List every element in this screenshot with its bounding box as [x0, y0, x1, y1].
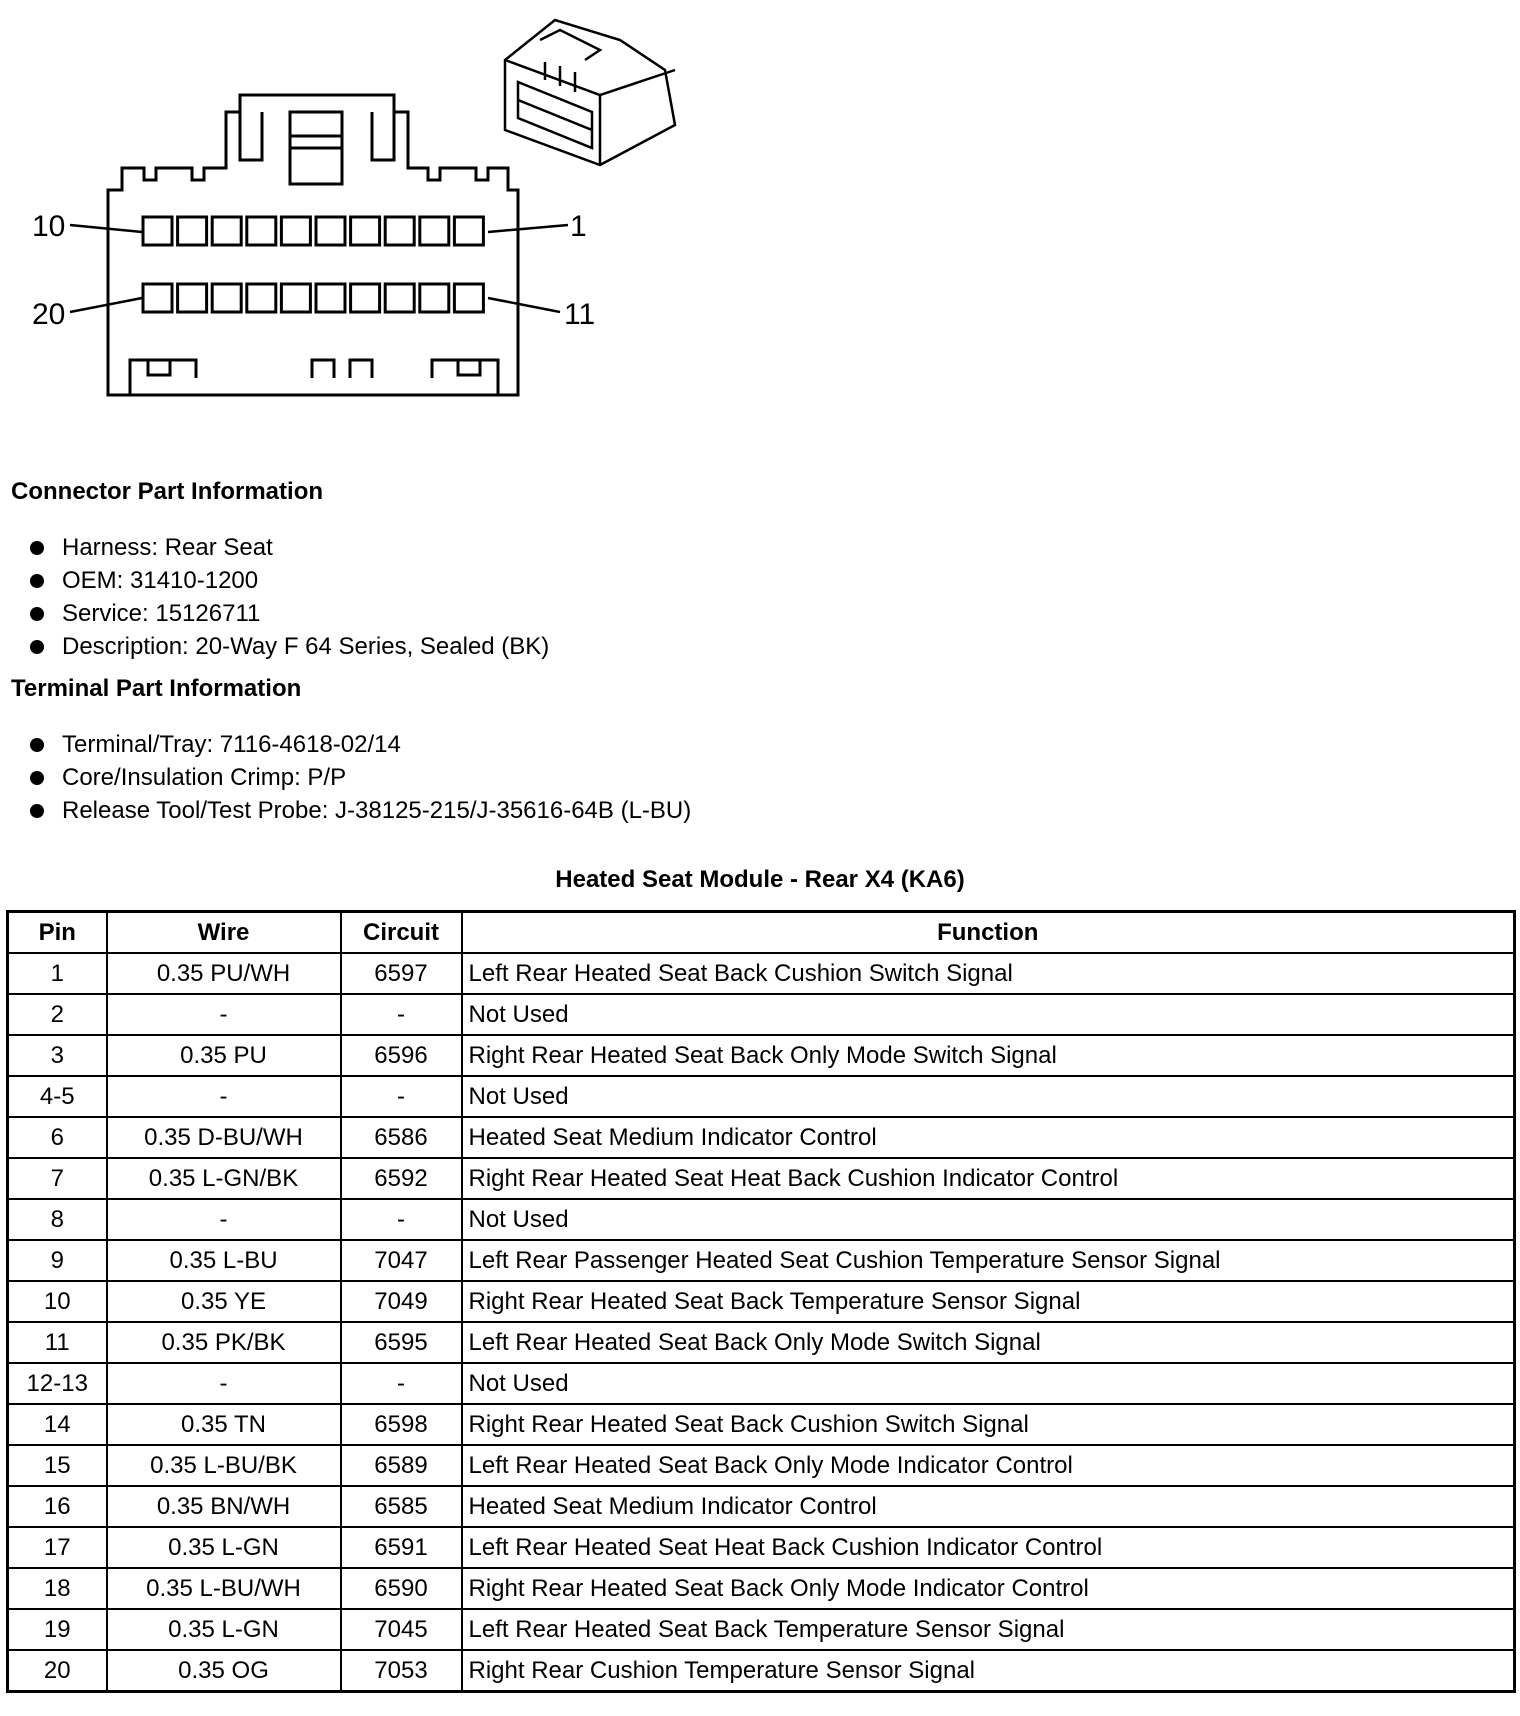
list-item: Terminal/Tray: 7116-4618-02/14: [30, 728, 691, 761]
pin-cell: 3: [8, 1035, 107, 1076]
pin-cavity: [212, 284, 241, 312]
column-header-pin: Pin: [8, 912, 107, 954]
pin-cavity: [351, 217, 380, 245]
function-cell: Left Rear Heated Seat Back Cushion Switch Signal: [462, 953, 1515, 994]
pin-table: [6, 910, 1516, 1693]
pin-cavity: [385, 284, 414, 312]
pin-cell: 6: [8, 1117, 107, 1158]
pin-cell: 10: [8, 1281, 107, 1322]
pin-cavity: [454, 217, 483, 245]
wire-cell: 0.35 L-GN: [107, 1527, 341, 1568]
terminal-part-info-heading: Terminal Part Information: [11, 675, 302, 702]
wire-cell: 0.35 TN: [107, 1404, 341, 1445]
list-item: Harness: Rear Seat: [30, 531, 549, 564]
pin-cell: 7: [8, 1158, 107, 1199]
table-row: [8, 1609, 1515, 1650]
table-row: [8, 994, 1515, 1035]
pin-cell: 15: [8, 1445, 107, 1486]
column-header-wire: Wire: [107, 912, 341, 954]
table-row: [8, 1158, 1515, 1199]
connector-part-info-list: [30, 531, 549, 663]
list-item: Service: 15126711: [30, 597, 549, 630]
circuit-cell: -: [341, 994, 462, 1035]
pin-cell: 16: [8, 1486, 107, 1527]
wire-cell: 0.35 PU: [107, 1035, 341, 1076]
table-row: [8, 1076, 1515, 1117]
function-cell: Left Rear Heated Seat Heat Back Cushion Indicator Control: [462, 1527, 1515, 1568]
pin-label-10: 10: [32, 210, 66, 243]
table-row: [8, 1281, 1515, 1322]
function-cell: Heated Seat Medium Indicator Control: [462, 1117, 1515, 1158]
circuit-cell: -: [341, 1199, 462, 1240]
circuit-cell: 6589: [341, 1445, 462, 1486]
pin-label-20: 20: [32, 298, 66, 331]
wire-cell: -: [107, 1363, 341, 1404]
list-item: Core/Insulation Crimp: P/P: [30, 761, 691, 794]
wire-cell: 0.35 D-BU/WH: [107, 1117, 341, 1158]
table-row: [8, 1404, 1515, 1445]
pin-cell: 9: [8, 1240, 107, 1281]
function-cell: Left Rear Passenger Heated Seat Cushion Temperature Sensor Signal: [462, 1240, 1515, 1281]
function-cell: Not Used: [462, 994, 1515, 1035]
pin-label-11: 11: [564, 298, 596, 331]
function-cell: Left Rear Heated Seat Back Temperature Sensor Signal: [462, 1609, 1515, 1650]
circuit-cell: 6585: [341, 1486, 462, 1527]
function-cell: Not Used: [462, 1076, 1515, 1117]
pin-cavity: [316, 284, 345, 312]
function-cell: Right Rear Heated Seat Back Only Mode Switch Signal: [462, 1035, 1515, 1076]
wire-cell: 0.35 L-BU/BK: [107, 1445, 341, 1486]
function-cell: Right Rear Heated Seat Back Only Mode Indicator Control: [462, 1568, 1515, 1609]
pin-label-1: 1: [570, 210, 587, 243]
function-cell: Right Rear Heated Seat Heat Back Cushion Indicator Control: [462, 1158, 1515, 1199]
pin-cavity: [178, 217, 207, 245]
pin-cell: 12-13: [8, 1363, 107, 1404]
circuit-cell: 6591: [341, 1527, 462, 1568]
list-item: Description: 20-Way F 64 Series, Sealed (BK): [30, 630, 549, 663]
pin-cell: 18: [8, 1568, 107, 1609]
column-header-circuit: Circuit: [341, 912, 462, 954]
terminal-part-info-list: [30, 728, 691, 827]
circuit-cell: 6597: [341, 953, 462, 994]
wire-cell: -: [107, 1076, 341, 1117]
pin-cell: 14: [8, 1404, 107, 1445]
circuit-cell: 6590: [341, 1568, 462, 1609]
pin-cell: 19: [8, 1609, 107, 1650]
wire-cell: 0.35 L-GN: [107, 1609, 341, 1650]
table-row: [8, 1199, 1515, 1240]
connector-part-info-heading: Connector Part Information: [11, 478, 324, 505]
table-header-row: [8, 912, 1515, 954]
pin-cavity: [247, 217, 276, 245]
pin-cavity: [316, 217, 345, 245]
wire-cell: 0.35 OG: [107, 1650, 341, 1692]
function-cell: Not Used: [462, 1199, 1515, 1240]
pin-cavity: [281, 217, 310, 245]
table-row: [8, 1527, 1515, 1568]
table-row: [8, 1035, 1515, 1076]
pin-cavity: [143, 284, 172, 312]
table-row: [8, 1445, 1515, 1486]
pin-cell: 4-5: [8, 1076, 107, 1117]
table-row: [8, 1650, 1515, 1692]
pin-cavity: [385, 217, 414, 245]
list-item: OEM: 31410-1200: [30, 564, 549, 597]
circuit-cell: -: [341, 1076, 462, 1117]
wire-cell: 0.35 PU/WH: [107, 953, 341, 994]
table-row: [8, 1486, 1515, 1527]
table-row: [8, 1117, 1515, 1158]
column-header-function: Function: [462, 912, 1515, 954]
circuit-cell: 7053: [341, 1650, 462, 1692]
function-cell: Right Rear Cushion Temperature Sensor Signal: [462, 1650, 1515, 1692]
table-row: [8, 1322, 1515, 1363]
table-row: [8, 1363, 1515, 1404]
pin-cavity: [143, 217, 172, 245]
wire-cell: 0.35 L-BU/WH: [107, 1568, 341, 1609]
function-cell: Right Rear Heated Seat Back Temperature Sensor Signal: [462, 1281, 1515, 1322]
table-title: Heated Seat Module - Rear X4 (KA6): [555, 866, 965, 893]
connector-isometric-view: [505, 20, 675, 165]
wire-cell: -: [107, 1199, 341, 1240]
circuit-cell: 6592: [341, 1158, 462, 1199]
function-cell: Left Rear Heated Seat Back Only Mode Indicator Control: [462, 1445, 1515, 1486]
pin-cavity: [351, 284, 380, 312]
wire-cell: 0.35 YE: [107, 1281, 341, 1322]
pin-cavity: [454, 284, 483, 312]
function-cell: Left Rear Heated Seat Back Only Mode Switch Signal: [462, 1322, 1515, 1363]
pin-cavity: [420, 217, 449, 245]
connector-diagram: [0, 0, 700, 420]
circuit-cell: 7045: [341, 1609, 462, 1650]
pin-cell: 20: [8, 1650, 107, 1692]
pin-cavity: [281, 284, 310, 312]
table-row: [8, 953, 1515, 994]
wire-cell: -: [107, 994, 341, 1035]
function-cell: Not Used: [462, 1363, 1515, 1404]
pin-cavity: [212, 217, 241, 245]
pin-cavity: [247, 284, 276, 312]
table-row: [8, 1568, 1515, 1609]
pin-cell: 11: [8, 1322, 107, 1363]
pin-cell: 1: [8, 953, 107, 994]
circuit-cell: 7047: [341, 1240, 462, 1281]
function-cell: Heated Seat Medium Indicator Control: [462, 1486, 1515, 1527]
pin-cell: 8: [8, 1199, 107, 1240]
table-row: [8, 1240, 1515, 1281]
pin-cell: 2: [8, 994, 107, 1035]
pin-cavity: [420, 284, 449, 312]
circuit-cell: 6595: [341, 1322, 462, 1363]
list-item: Release Tool/Test Probe: J-38125-215/J-35616-64B (L-BU): [30, 794, 691, 827]
pin-cavity: [178, 284, 207, 312]
wire-cell: 0.35 L-GN/BK: [107, 1158, 341, 1199]
function-cell: Right Rear Heated Seat Back Cushion Switch Signal: [462, 1404, 1515, 1445]
circuit-cell: 7049: [341, 1281, 462, 1322]
wire-cell: 0.35 L-BU: [107, 1240, 341, 1281]
pin-cell: 17: [8, 1527, 107, 1568]
circuit-cell: 6596: [341, 1035, 462, 1076]
wire-cell: 0.35 PK/BK: [107, 1322, 341, 1363]
wire-cell: 0.35 BN/WH: [107, 1486, 341, 1527]
circuit-cell: 6598: [341, 1404, 462, 1445]
circuit-cell: 6586: [341, 1117, 462, 1158]
circuit-cell: -: [341, 1363, 462, 1404]
